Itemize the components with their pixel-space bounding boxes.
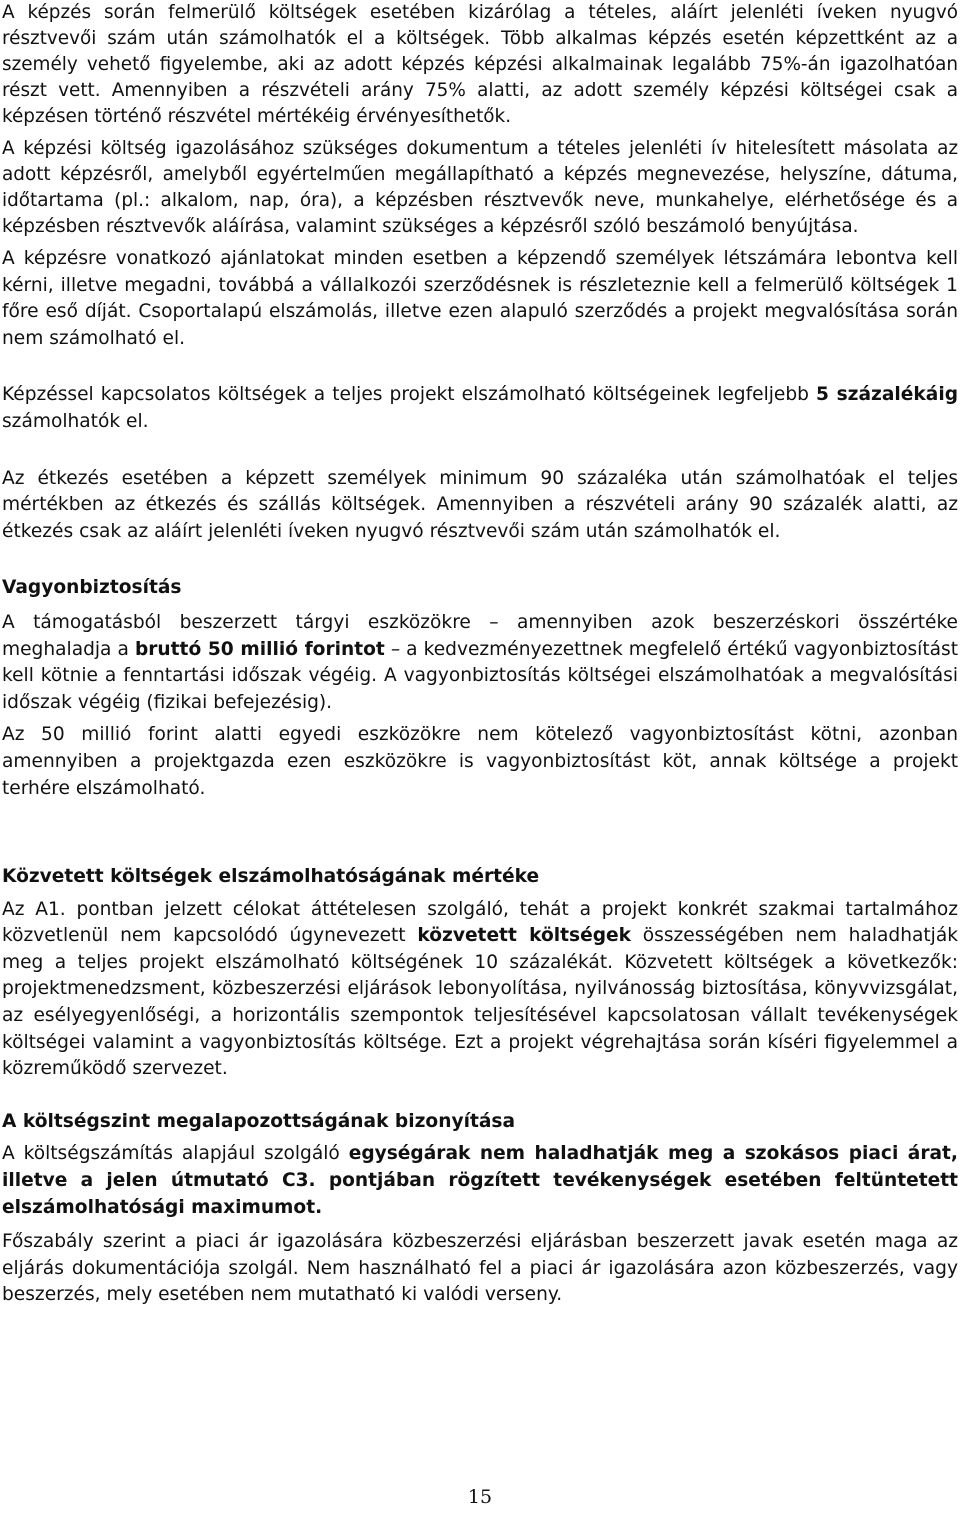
bold-text: 5 százalékáig [816, 384, 958, 406]
paragraph-training-costs: A képzés során felmerülő költségek esetében kizárólag a tételes, aláírt jelenléti íveken nyugvó résztvevői szám után számolhatók el a költségek. Több alkalmas képzés esetén képzettként az a személy vehető figyelembe, aki az adott képzés képzési alkalmainak legalább 75%-án igazolhatóan részt vett. Amennyiben a részvételi arány 75% alatti, az adott személy képzési költségei csak a képzésen történő részvétel mértékéig érvényesíthetők. [2, 2, 958, 127]
paragraph-text: – a kedvezményezettnek megfelelő értékű vagyonbiztosítást kell kötnie a fenntartási időszak végéig. A vagyonbiztosítás költségei elszámolhatóak a megvalósítási időszak végéig (fizikai befejezésig). [2, 638, 959, 713]
heading-asset-insurance: Vagyonbiztosítás [2, 577, 182, 599]
heading-indirect-costs: Közvetett költségek elszámolhatóságának mértéke [2, 866, 540, 888]
paragraph-text: számolhatók el. [2, 410, 149, 432]
paragraph-training-offers: A képzésre vonatkozó ajánlatokat minden esetben a képzendő személyek létszámára lebontva kell kérni, illetve megadni, továbbá a vállalkozói szerződésnek is részleteznie kell a felmerülő költségek 1 főre eső díját. Csoportalapú elszámolás, illetve ezen alapuló szerződés a projekt megvalósítása során nem számolható el. [2, 248, 958, 349]
paragraph-market-price: Főszabály szerint a piaci ár igazolására közbeszerzési eljárásban beszerzett javak esetén maga az eljárás dokumentációja szolgál. Nem használható fel a piaci ár igazolására azon közbeszerzés, vagy beszerzés, mely esetében nem mutatható ki valódi verseny. [2, 1231, 958, 1306]
bold-text: egységárak nem haladhatják meg a szokásos piaci árat, illetve a jelen útmutató C3. pontjában rögzített tevékenységek esetében feltüntetett elszámolhatósági maximumot. [2, 1143, 958, 1218]
paragraph-insurance-requirement [2, 610, 958, 716]
paragraph-text: A költségszámítás alapjául szolgáló [2, 1143, 349, 1165]
heading-cost-level: A költségszint megalapozottságának bizonyítása [2, 1110, 515, 1132]
paragraph-insurance-optional: Az 50 millió forint alatti egyedi eszközökre nem kötelező vagyonbiztosítást kötni, azonban amennyiben a projektgazda ezen eszközökre is vagyonbiztosítást köt, annak költsége a projekt terhére elszámolható. [2, 724, 958, 799]
paragraph-text: összességében nem haladhatják meg a teljes projekt elszámolható költségének 10 százalékát. Közvetett költségek a következők: projektmenedzsment, közbeszerzési eljárások lebonyolítása, nyilvánosság biztosítása, könyvvizsgálat, az esélyegyenlőségi, a horizontális szempontok teljesítésével kapcsolatosan vállalt tevékenységek költségei valamint a vagyonbiztosítás költsége. Ezt a projekt végrehajtása során kíséri figyelemmel a közreműködő szervezet. [2, 925, 958, 1080]
paragraph-text: Az A1. pontban jelzett célokat áttételesen szolgáló, tehát a projekt konkrét szakmai tartalmához közvetlenül nem kapcsolódó úgynevezett [2, 898, 958, 947]
page-number: 15 [467, 1486, 493, 1508]
bold-text: bruttó 50 millió forintot [134, 638, 385, 660]
paragraph-catering: Az étkezés esetében a képzett személyek minimum 90 százaléka után számolhatóak el teljes mértékben az étkezés és szállás költségek. Amennyiben a részvételi arány 90 százalék alatti, az étkezés csak az aláírt jelenléti íveken nyugvó résztvevői szám után számolhatók el. [2, 467, 958, 542]
paragraph-text: A támogatásból beszerzett tárgyi eszközökre – amennyiben azok beszerzéskori összértéke meghaladja a [2, 611, 958, 660]
paragraph-text: Képzéssel kapcsolatos költségek a teljes projekt elszámolható költségeinek legfeljebb [2, 384, 817, 406]
paragraph-training-limit [2, 382, 958, 435]
bold-text: közvetett költségek [417, 925, 632, 947]
paragraph-unit-prices [2, 1141, 958, 1221]
paragraph-indirect-costs [2, 897, 958, 1083]
paragraph-training-documentation: A képzési költség igazolásához szükséges dokumentum a tételes jelenléti ív hitelesített másolata az adott képzésről, amelyből egyértelműen megállapítható a képzés megnevezése, helyszíne, dátuma, időtartama (pl.: alkalom, nap, óra), a képzésben résztvevők neve, munkahelye, elérhetősége és a képzésben résztvevők aláírása, valamint szükséges a képzésről szóló beszámoló benyújtása. [2, 138, 958, 237]
